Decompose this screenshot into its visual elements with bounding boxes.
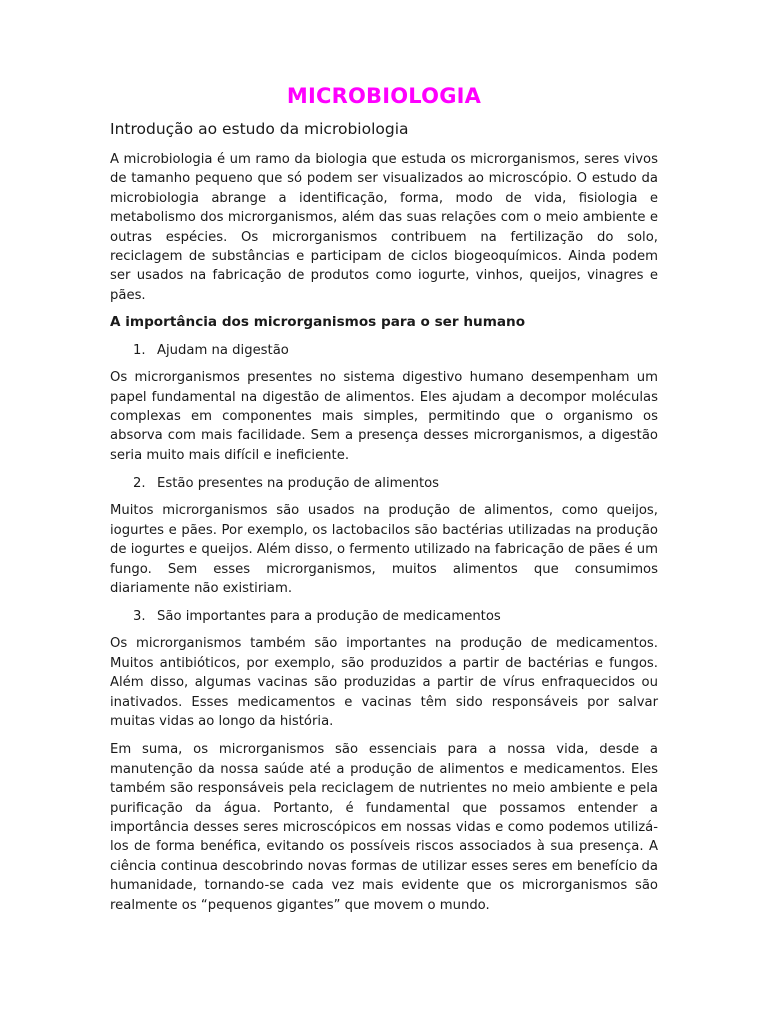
item-2-paragraph: Muitos microrganismos são usados na produção de alimentos, como queijos, iogurtes e pães. Por exemplo, os lactobacilos são bactérias utilizadas na produção de iogurtes e queijos. Além disso, o fermento utilizado na fabricação de pães é um fungo. Sem esses microrganismos, muitos alimentos que consumimos diariamente não existiriam.	[110, 503, 658, 596]
list-item-title: Ajudam na digestão	[157, 343, 289, 359]
document-subtitle: Introdução ao estudo da microbiologia	[110, 120, 409, 138]
list-item-title: São importantes para a produção de medicamentos	[157, 609, 501, 625]
list-item-number: 2.	[133, 476, 146, 492]
list-item-1	[110, 341, 658, 360]
list-item-number: 3.	[133, 609, 146, 625]
conclusion-paragraph: Em suma, os microrganismos são essenciais para a nossa vida, desde a manutenção da nossa saúde até a produção de alimentos e medicamentos. Eles também são responsáveis pela reciclagem de nutrientes no meio ambiente e pela purificação da água. Portanto, é fundamental que possamos entender a importância desses seres microscópicos em nossas vidas e como podemos utilizá-los de forma benéfica, evitando os possíveis riscos associados à sua presença. A ciência continua descobrindo novas formas de utilizar esses seres em benefício da humanidade, tornando-se cada vez mais evidente que os microrganismos são realmente os “pequenos gigantes” que movem o mundo.	[110, 742, 658, 913]
intro-paragraph: A microbiologia é um ramo da biologia que estuda os microrganismos, seres vivos de tamanho pequeno que só podem ser visualizados ao microscópio. O estudo da microbiologia abrange a identificação, forma, modo de vida, fisiologia e metabolismo dos microrganismos, além das suas relações com o meio ambiente e outras espécies. Os microrganismos contribuem na fertilização do solo, reciclagem de substâncias e participam de ciclos biogeoquímicos. Ainda podem ser usados na fabricação de produtos como iogurte, vinhos, queijos, vinagres e pães.	[110, 152, 658, 303]
item-3-paragraph: Os microrganismos também são importantes na produção de medicamentos. Muitos antibióticos, por exemplo, são produzidos a partir de bactérias e fungos. Além disso, algumas vacinas são produzidas a partir de vírus enfraquecidos ou inativados. Esses medicamentos e vacinas têm sido responsáveis por salvar muitas vidas ao longo da história.	[110, 636, 658, 729]
list-item-2	[110, 474, 658, 493]
section-heading: A importância dos microrganismos para o ser humano	[110, 314, 526, 331]
document-title: MICROBIOLOGIA	[286, 84, 482, 108]
list-item-3	[110, 607, 658, 626]
item-1-paragraph: Os microrganismos presentes no sistema digestivo humano desempenham um papel fundamental na digestão de alimentos. Eles ajudam a decompor moléculas complexas em componentes mais simples, permitindo que o organismo os absorva com mais facilidade. Sem a presença desses microrganismos, a digestão seria muito mais difícil e ineficiente.	[110, 370, 658, 463]
list-item-number: 1.	[133, 343, 146, 359]
list-item-title: Estão presentes na produção de alimentos	[157, 476, 440, 492]
